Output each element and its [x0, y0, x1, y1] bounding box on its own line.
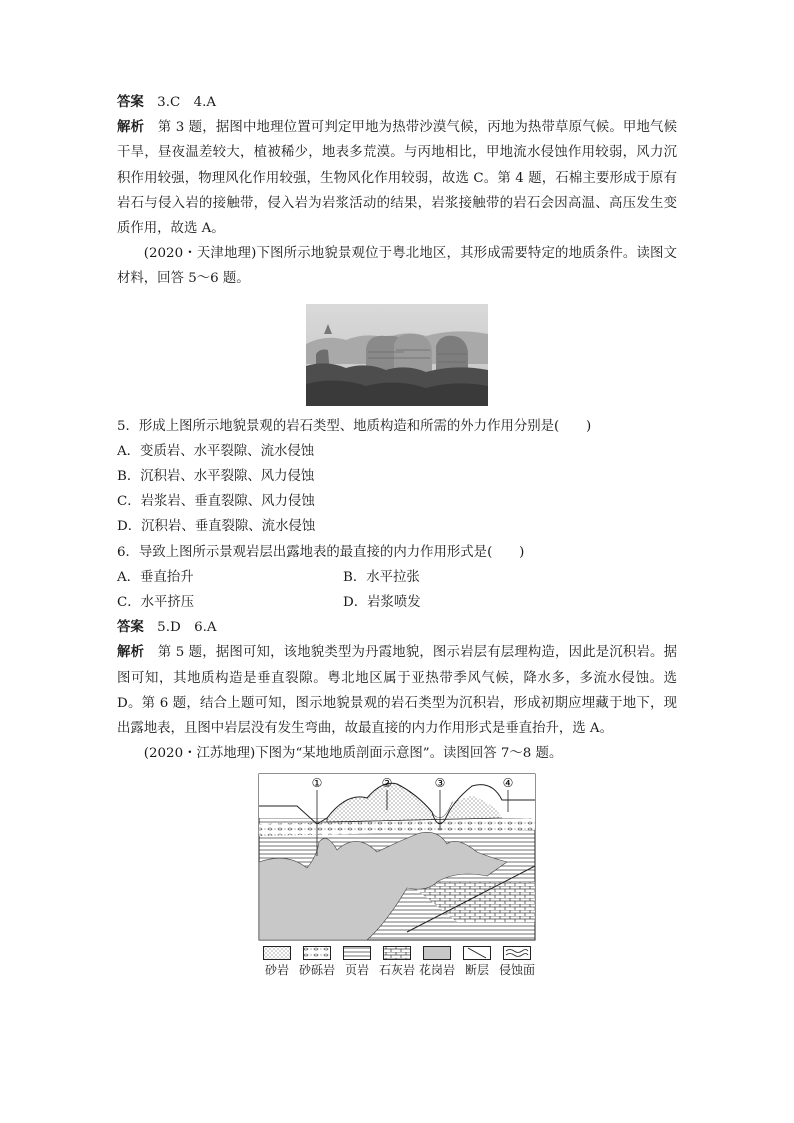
analysis-text: 第 3 题，据图中地理位置可判定甲地为热带沙漠气候，丙地为热带草原气候。甲地气候干旱，昼夜温差较大，植被稀少，地表多荒漠。与丙地相比，甲地流水侵蚀作用较弱，风力沉积作用较强，物理风化作用较强，生物风化作用较弱，故选 C。第 4 题，石棉主要形成于原有岩石与侵入岩的接触带，侵入岩为岩浆活动的结果，岩浆接触带的岩石会因高温、高压发生变质作用，故选 A。 [117, 120, 678, 237]
marker-1: ① [311, 776, 323, 791]
question-5-option-b: B．沉积岩、水平裂隙、风力侵蚀 [117, 469, 315, 485]
answer-value: 3.C 4.A [157, 95, 217, 110]
legend-label: 断层 [464, 963, 489, 978]
shale-swatch-icon [343, 946, 371, 960]
marker-3: ③ [434, 776, 446, 791]
analysis-text: 第 5 题，据图可知，该地貌类型为丹霞地貌，图示岩层有层理构造，因此是沉积岩。据图可知，其地质构造是垂直裂隙。粤北地区属于亚热带季风气候，降水多，多流水侵蚀。选 D。第 6 题，结合上题可知，图示地貌景观的岩石类型为沉积岩，形成初期应埋藏于地下，现出露地表，且图中岩层没有发生弯曲，故最直接的内力作用形式是垂直抬升，选 A。 [117, 645, 678, 737]
legend-label: 侵蚀面 [498, 963, 535, 978]
question-5-stem: 5．形成上图所示地貌景观的岩石类型、地质构造和所需的外力作用分别是( ) [117, 418, 592, 434]
question-6-options-row-2 [117, 590, 677, 615]
question-5-option-c: C．岩浆岩、垂直裂隙、风力侵蚀 [117, 494, 315, 510]
question-6-stem: 6．导致上图所示景观岩层出露地表的最直接的内力作用形式是( ) [117, 544, 525, 560]
legend-item-fault [457, 946, 497, 978]
danxia-landform-image [306, 304, 488, 406]
legend-label: 花岗岩 [418, 963, 455, 978]
marker-2: ② [381, 776, 393, 791]
legend-label: 砂岩 [264, 963, 289, 978]
answer-line-2 [117, 615, 677, 640]
limestone-swatch-icon [383, 946, 411, 960]
question-6-option-d: D．岩浆喷发 [343, 595, 421, 611]
analysis-paragraph-2 [117, 640, 677, 741]
legend-item-shale [337, 946, 377, 978]
legend-item-erosion-surface [497, 946, 537, 978]
legend-item-sandstone [257, 946, 297, 978]
question-6-options-row-1 [117, 565, 677, 590]
question-6-option-c: C．水平挤压 [117, 595, 195, 611]
legend-label: 砂砾岩 [298, 963, 335, 978]
sandstone-swatch-icon [263, 946, 291, 960]
erosion-surface-swatch-icon [503, 946, 531, 960]
question-6-option-a: A．垂直抬升 [117, 569, 194, 585]
marker-4: ④ [502, 776, 514, 791]
question-intro-5-6: (2020・天津地理)下图所示地貌景观位于粤北地区，其形成需要特定的地质条件。读图文材料，回答 5～6 题。 [117, 246, 677, 287]
analysis-label: 解析 [117, 119, 145, 136]
answer-line-1 [117, 90, 677, 115]
document-page [117, 90, 677, 978]
answer-label: 答案 [117, 619, 144, 636]
conglomerate-swatch-icon [303, 946, 331, 960]
granite-swatch-icon [423, 946, 451, 960]
legend-label: 石灰岩 [378, 963, 415, 978]
geologic-section-svg [257, 772, 537, 942]
legend-item-conglomerate [297, 946, 337, 978]
legend-item-limestone [377, 946, 417, 978]
question-5-option-a: A．变质岩、水平裂隙、流水侵蚀 [117, 443, 315, 459]
geologic-profile-diagram [117, 772, 677, 942]
fault-swatch-icon [463, 946, 491, 960]
question-intro-7-8: (2020・江苏地理)下图为“某地地质剖面示意图”。读图回答 7～8 题。 [143, 746, 563, 762]
legend-label: 页岩 [344, 963, 369, 978]
diagram-legend [117, 946, 677, 978]
question-6-option-b: B．水平拉张 [343, 569, 420, 585]
landscape-photo [117, 304, 677, 406]
answer-label: 答案 [117, 94, 144, 110]
question-5-option-d: D．沉积岩、垂直裂隙、流水侵蚀 [117, 519, 316, 535]
analysis-paragraph-1 [117, 115, 677, 241]
answer-value: 5.D 6.A [157, 620, 217, 636]
analysis-label: 解析 [117, 644, 145, 661]
legend-item-granite [417, 946, 457, 978]
